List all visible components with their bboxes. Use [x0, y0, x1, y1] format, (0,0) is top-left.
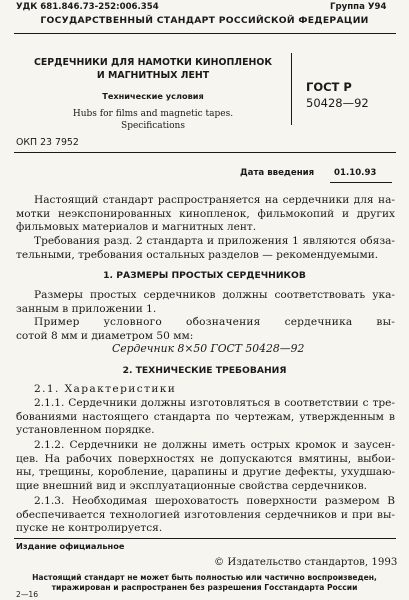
- doc-title-line1: СЕРДЕЧНИКИ ДЛЯ НАМОТКИ КИНОПЛЕНОК: [34, 57, 272, 68]
- edition-label: Издание официальное: [16, 541, 125, 551]
- title-rule: [14, 152, 396, 153]
- intro-paragraph-2: [16, 235, 395, 262]
- text-line: ны, трещины, коробление, царапины и другие дефекты, ухудшаю-: [16, 466, 395, 479]
- text-line: тельными, требования остальных разделов — рекомендуемыми.: [16, 248, 379, 261]
- gost-number: 50428—92: [306, 96, 369, 110]
- gost-label: ГОСТ Р: [306, 80, 352, 94]
- title-block-divider: [291, 53, 292, 125]
- page-code: 2—16: [16, 590, 39, 599]
- udk-code: УДК 681.846.73-252:006.354: [16, 2, 159, 12]
- section-1-paragraph: [16, 289, 395, 343]
- publisher-copyright: © Издательство стандартов, 1993: [214, 557, 398, 568]
- text-line: 2.1.2. Сердечники не должны иметь острых кромок и заусен-: [34, 439, 395, 451]
- text-line: обеспечивается технологией изготовления сердечников и при вы-: [16, 508, 395, 521]
- text-line: цев. На рабочих поверхностях не допускаются вмятины, выбои-: [16, 452, 395, 465]
- text-line: мотки неэкспонированных кинопленок, фильмокопий и других: [16, 207, 395, 220]
- org-header: ГОСУДАРСТВЕННЫЙ СТАНДАРТ РОССИЙСКОЙ ФЕДЕРАЦИИ: [40, 15, 369, 26]
- text-line: щие внешний вид и эксплуатационные свойства сердечников.: [16, 479, 368, 492]
- text-line: сотой 8 мм и диаметром 50 мм:: [16, 329, 194, 342]
- paragraph-2-1-3: [16, 495, 395, 536]
- subsection-2-1-heading: 2.1. Характеристики: [34, 383, 177, 395]
- group-code: Группа У94: [330, 2, 387, 12]
- doc-title-line2: И МАГНИТНЫХ ЛЕНТ: [96, 70, 210, 81]
- reproduction-notice-line1: Настоящий стандарт не может быть полностью или частично воспроизведен,: [32, 573, 377, 582]
- header-rule: [14, 33, 396, 34]
- designation-example: Сердечник 8×50 ГОСТ 50428—92: [112, 342, 305, 355]
- footer-rule: [14, 538, 396, 539]
- text-line: Требования разд. 2 стандарта и приложения 1 являются обяза-: [34, 235, 395, 247]
- text-line: 2.1.3. Необходимая шероховатость поверхности размером B: [34, 495, 395, 507]
- section-2-heading: 2. ТЕХНИЧЕСКИЕ ТРЕБОВАНИЯ: [122, 365, 287, 376]
- date-value: 01.10.93: [334, 168, 377, 178]
- text-line: занным в приложении 1.: [16, 302, 157, 315]
- date-label: Дата введения: [240, 168, 315, 178]
- doc-subtitle: Технические условия: [102, 91, 204, 101]
- text-line: фильмовых материалов и магнитных лент.: [16, 221, 257, 234]
- text-line: Размеры простых сердечников должны соответствовать ука-: [34, 289, 395, 301]
- section-1-heading: 1. РАЗМЕРЫ ПРОСТЫХ СЕРДЕЧНИКОВ: [103, 270, 306, 281]
- reproduction-notice-line2: тиражирован и распространен без разрешения Госстандарта России: [51, 583, 358, 592]
- text-line: 2.1.1. Сердечники должны изготовляться в соответствии с тре-: [34, 397, 395, 409]
- intro-paragraph-1: [16, 194, 395, 235]
- text-line: установленном порядке.: [16, 424, 155, 437]
- text-line: Настоящий стандарт распространяется на сердечники для на-: [34, 194, 395, 206]
- english-title-line2: Specifications: [121, 121, 185, 131]
- paragraph-2-1-2: [16, 439, 395, 493]
- okp-code: ОКП 23 7952: [16, 137, 79, 148]
- english-title-line1: Hubs for films and magnetic tapes.: [72, 109, 234, 119]
- text-line: бованиями настоящего стандарта по чертежам, утвержденным в: [16, 410, 395, 423]
- example-line: Пример условного обозначения сердечника вы-: [34, 316, 395, 329]
- text-line: пуске не контролируется.: [16, 522, 163, 535]
- paragraph-2-1-1: [16, 397, 395, 438]
- date-underline: [330, 182, 392, 183]
